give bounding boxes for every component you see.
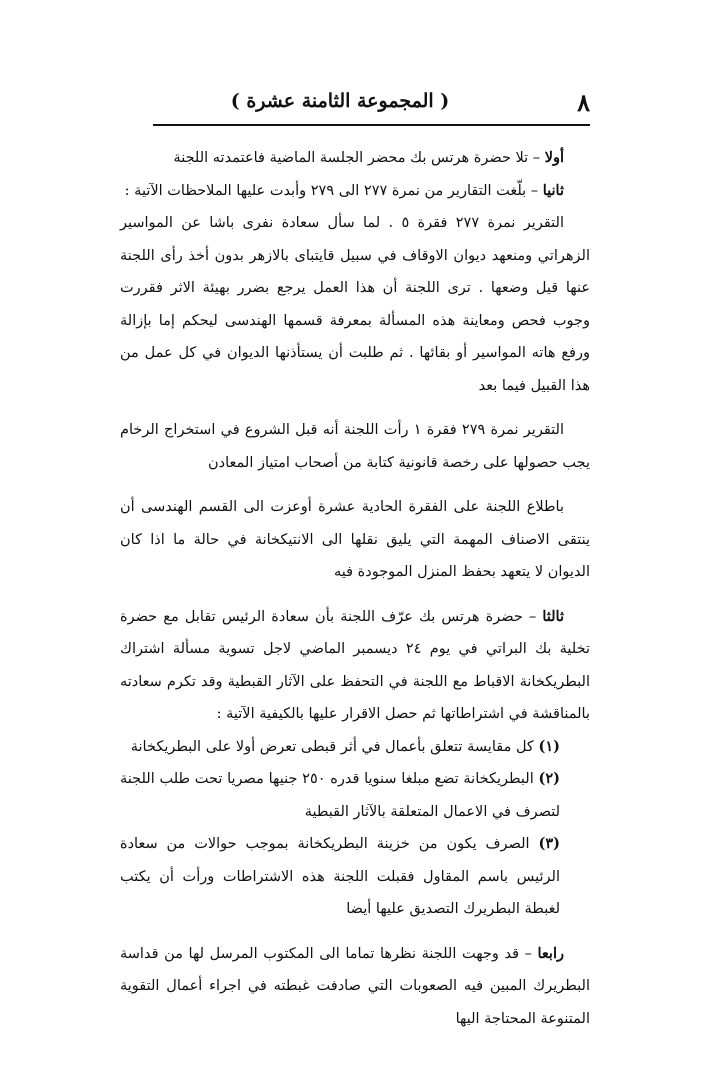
paragraph-label: ثانيا xyxy=(542,181,564,199)
list-text: البطريكخانة تضع مبلغا سنويا قدره ٢٥٠ جنيها مصريا تحت طلب اللجنة لتصرف في الاعمال المتعلقة بالآثار القبطية xyxy=(120,771,560,820)
list-number: (١) xyxy=(538,737,560,755)
list-text: كل مقايسة تتعلق بأعمال في أثر قبطى تعرض أولا على البطريكخانة xyxy=(130,738,534,755)
paragraph-clause-eleven: باطلاع اللجنة على الفقرة الحادية عشرة أوعزت الى القسم الهندسى أن ينتقى الاصناف المهمة التي يليق نقلها الى الانتيكخانة في حالة ما اذا كان الديوان لا يتعهد بحفظ المنزل الموجودة فيه xyxy=(120,499,590,580)
paragraph-report-279: التقرير نمرة ٢٧٩ فقرة ١ رأت اللجنة أنه قبل الشروع في استخراج الرخام يجب حصولها على رخصة قانونية كتابة من أصحاب امتياز المعادن xyxy=(120,422,590,471)
list-number: (٢) xyxy=(538,770,561,787)
running-title: ( المجموعة الثامنة عشرة ) xyxy=(230,90,450,112)
body-text xyxy=(120,142,590,1035)
paragraph-text: – حضرة هرتس بك عرّف اللجنة بأن سعادة الرئيس تقابل مع حضرة تخلية بك البراتي في يوم ٢٤ ديسمبر الماضي لاجل تسوية مسألة اشتراك البطريكخانة الاقباط مع اللجنة في التحفظ على الآثار القبطية وقد تكرم سعادته بالمناقشة في اشتراطاتها ثم حصل الاقرار عليها بالكيفية الآتية : xyxy=(120,608,591,722)
paragraph-fourth xyxy=(120,938,590,1036)
list-text: الصرف يكون من خزينة البطريكخانة بموجب حوالات من سعادة الرئيس باسم المقاول فقبلت اللجنة هذه الاشتراطات ورأت أن يكتب لغبطة البطريرك التصديق عليها أيضا xyxy=(120,836,560,917)
list-item xyxy=(120,731,590,764)
list-item xyxy=(120,763,590,828)
paragraph-report-277: التقرير نمرة ٢٧٧ فقرة ٥ . لما سأل سعادة نفرى باشا عن المواسير الزهراتي ومنعهد ديوان الاوقاف في سبيل قايتباى بالازهر بدون أخذ رأى اللجنة عنها قيل وضعها . ترى اللجنة أن هذا العمل يرجع بضرر بهيئة الاثر فقررت وجوب فحص ومعاينة هذه المسألة بمعرفة قسمها الهندسى ليحكم إما بإزالة ورفع هاته المواسير أو بقائها . ثم طلبت أن يستأذنها الديوان في كل عمل من هذا القبيل فيما بعد xyxy=(120,215,590,394)
header-rule xyxy=(153,124,590,126)
paragraph-third xyxy=(120,601,590,731)
paragraph-text: – بلّغت التقارير من نمرة ٢٧٧ الى ٢٧٩ وأبدت عليها الملاحظات الآتية : xyxy=(124,182,539,199)
paragraph-text: – تلا حضرة هرتس بك محضر الجلسة الماضية فاعتمدته اللجنة xyxy=(173,150,541,166)
list-item xyxy=(120,828,590,926)
paragraph-first xyxy=(120,142,590,175)
paragraph-text: – قد وجهت اللجنة نظرها تماما الى المكتوب المرسل لها من قداسة البطريرك المبين فيه الصعوبات التي صادفت غبطته في اجراء أعمال التقوية المتنوعة المحتاجة اليها xyxy=(120,945,590,1027)
paragraph-label: أولا xyxy=(544,149,564,166)
list-number: (٣) xyxy=(538,835,561,852)
paragraph-label: ثالثا xyxy=(542,607,565,625)
paragraph-label: رابعا xyxy=(537,944,564,962)
page-header xyxy=(150,88,590,122)
paragraph-second xyxy=(120,175,590,208)
page-number: ٨ xyxy=(577,88,590,117)
